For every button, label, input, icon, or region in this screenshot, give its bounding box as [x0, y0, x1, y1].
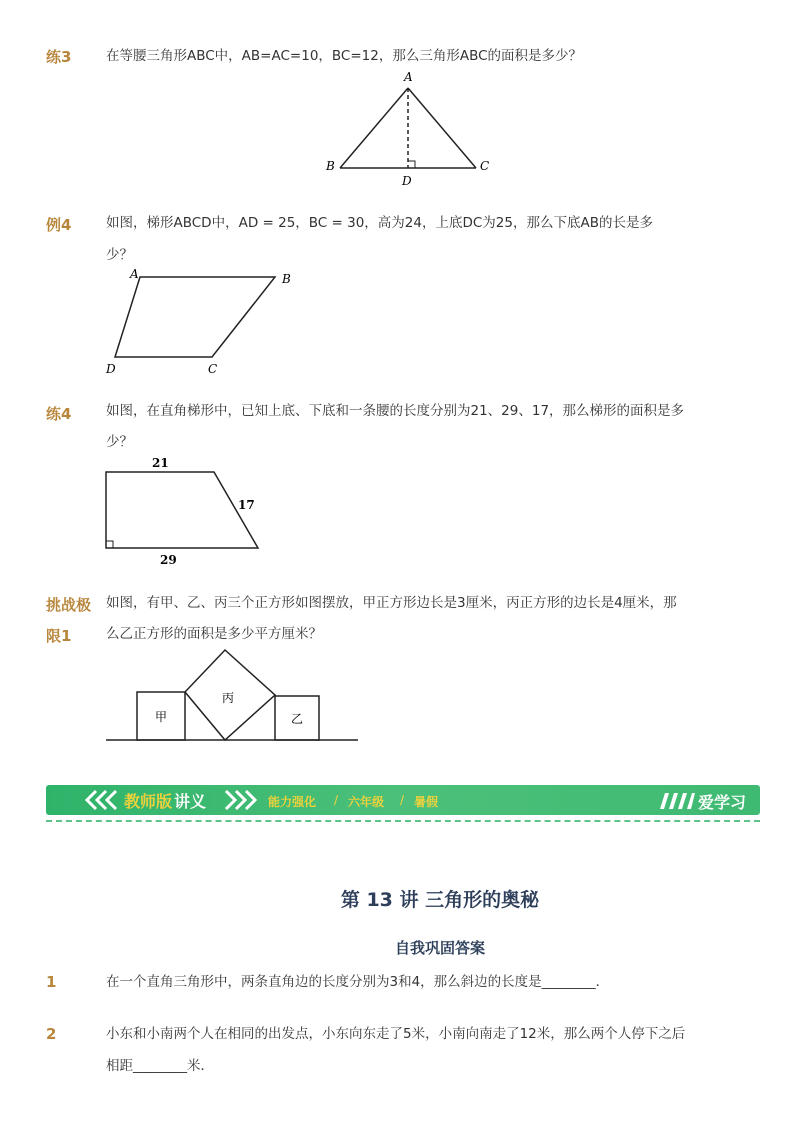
label-bing: 丙 [222, 691, 235, 705]
triangle-side-ab [340, 88, 408, 168]
lecture-subtitle: 自我巩固答案 [394, 939, 485, 957]
figure-three-squares [100, 645, 365, 750]
problem-text-p4-line2: 少？ [106, 434, 133, 450]
answer-text-2-line2: 相距________米． [106, 1058, 214, 1074]
challenge-label-line2: 限1 [46, 627, 72, 645]
bottom-base-label: 29 [160, 553, 177, 567]
vertex-label-b: B [326, 159, 335, 173]
breadcrumb-3: 暑假 [414, 795, 439, 809]
vertex-label-a: A [130, 267, 139, 281]
vertex-label-c: C [208, 362, 218, 376]
leg-label: 17 [238, 498, 255, 512]
problem-text-p4-line1: 如图，在直角梯形中，已知上底、下底和一条腰的长度分别为21、29、17，那么梯形的面积是多 [106, 403, 685, 419]
triangle-side-ac [408, 88, 476, 168]
vertex-label-a: A [404, 70, 413, 84]
lecture-title: 第 13 讲 三角形的奥秘 [340, 889, 540, 911]
breadcrumb-sep-1: / [334, 793, 339, 807]
banner-dashed-divider [46, 820, 760, 822]
problem-text-p3: 在等腰三角形ABC中，AB=AC=10，BC=12，那么三角形ABC的面积是多少？ [106, 48, 583, 64]
challenge-label-line1: 挑战极 [46, 596, 92, 614]
chevrons-left-icon [82, 789, 122, 811]
answer-number-2: 2 [46, 1025, 57, 1043]
figure-right-trapezoid [100, 452, 270, 572]
right-angle-mark [408, 161, 415, 168]
vertex-label-d: D [402, 174, 412, 188]
vertex-label-b: B [282, 272, 291, 286]
problem-label-e4: 例4 [46, 216, 72, 234]
figure-isosceles-triangle [320, 68, 500, 188]
figure-trapezoid-abcd [100, 265, 310, 380]
trapezoid-shape [115, 277, 275, 357]
problem-text-e4-line2: 少？ [106, 247, 133, 263]
right-angle-mark [106, 541, 113, 548]
problem-text-e4-line1: 如图，梯形ABCD中，AD = 25，BC = 30，高为24，上底DC为25，那么下底AB的长是多 [106, 215, 653, 231]
vertex-label-d: D [106, 362, 116, 376]
breadcrumb-2: 六年级 [348, 795, 385, 809]
chevrons-right-icon [220, 789, 260, 811]
problem-label-p3: 练3 [46, 48, 72, 66]
vertex-label-c: C [480, 159, 490, 173]
banner-title-a: 教师版 [124, 792, 173, 811]
top-base-label: 21 [152, 456, 169, 470]
breadcrumb-sep-2: / [400, 793, 405, 807]
problem-label-p4: 练4 [46, 405, 72, 423]
brand-logo-icon [656, 789, 696, 811]
challenge-text-line2: 么乙正方形的面积是多少平方厘米？ [106, 626, 322, 642]
answer-number-1: 1 [46, 973, 57, 991]
brand-name: 爱学习 [698, 793, 747, 812]
section-banner [46, 785, 760, 815]
right-trapezoid-shape [106, 472, 258, 548]
banner-title-b: 讲义 [174, 792, 207, 811]
breadcrumb-1: 能力强化 [268, 795, 317, 809]
label-jia: 甲 [155, 710, 168, 724]
answer-text-2-line1: 小东和小南两个人在相同的出发点，小东向东走了5米，小南向南走了12米，那么两个人停下之后 [106, 1026, 686, 1042]
challenge-text-line1: 如图，有甲、乙、丙三个正方形如图摆放，甲正方形边长是3厘米，丙正方形的边长是4厘米，那 [106, 595, 677, 611]
answer-text-1: 在一个直角三角形中，两条直角边的长度分别为3和4，那么斜边的长度是________． [106, 974, 610, 990]
label-yi: 乙 [291, 712, 304, 726]
